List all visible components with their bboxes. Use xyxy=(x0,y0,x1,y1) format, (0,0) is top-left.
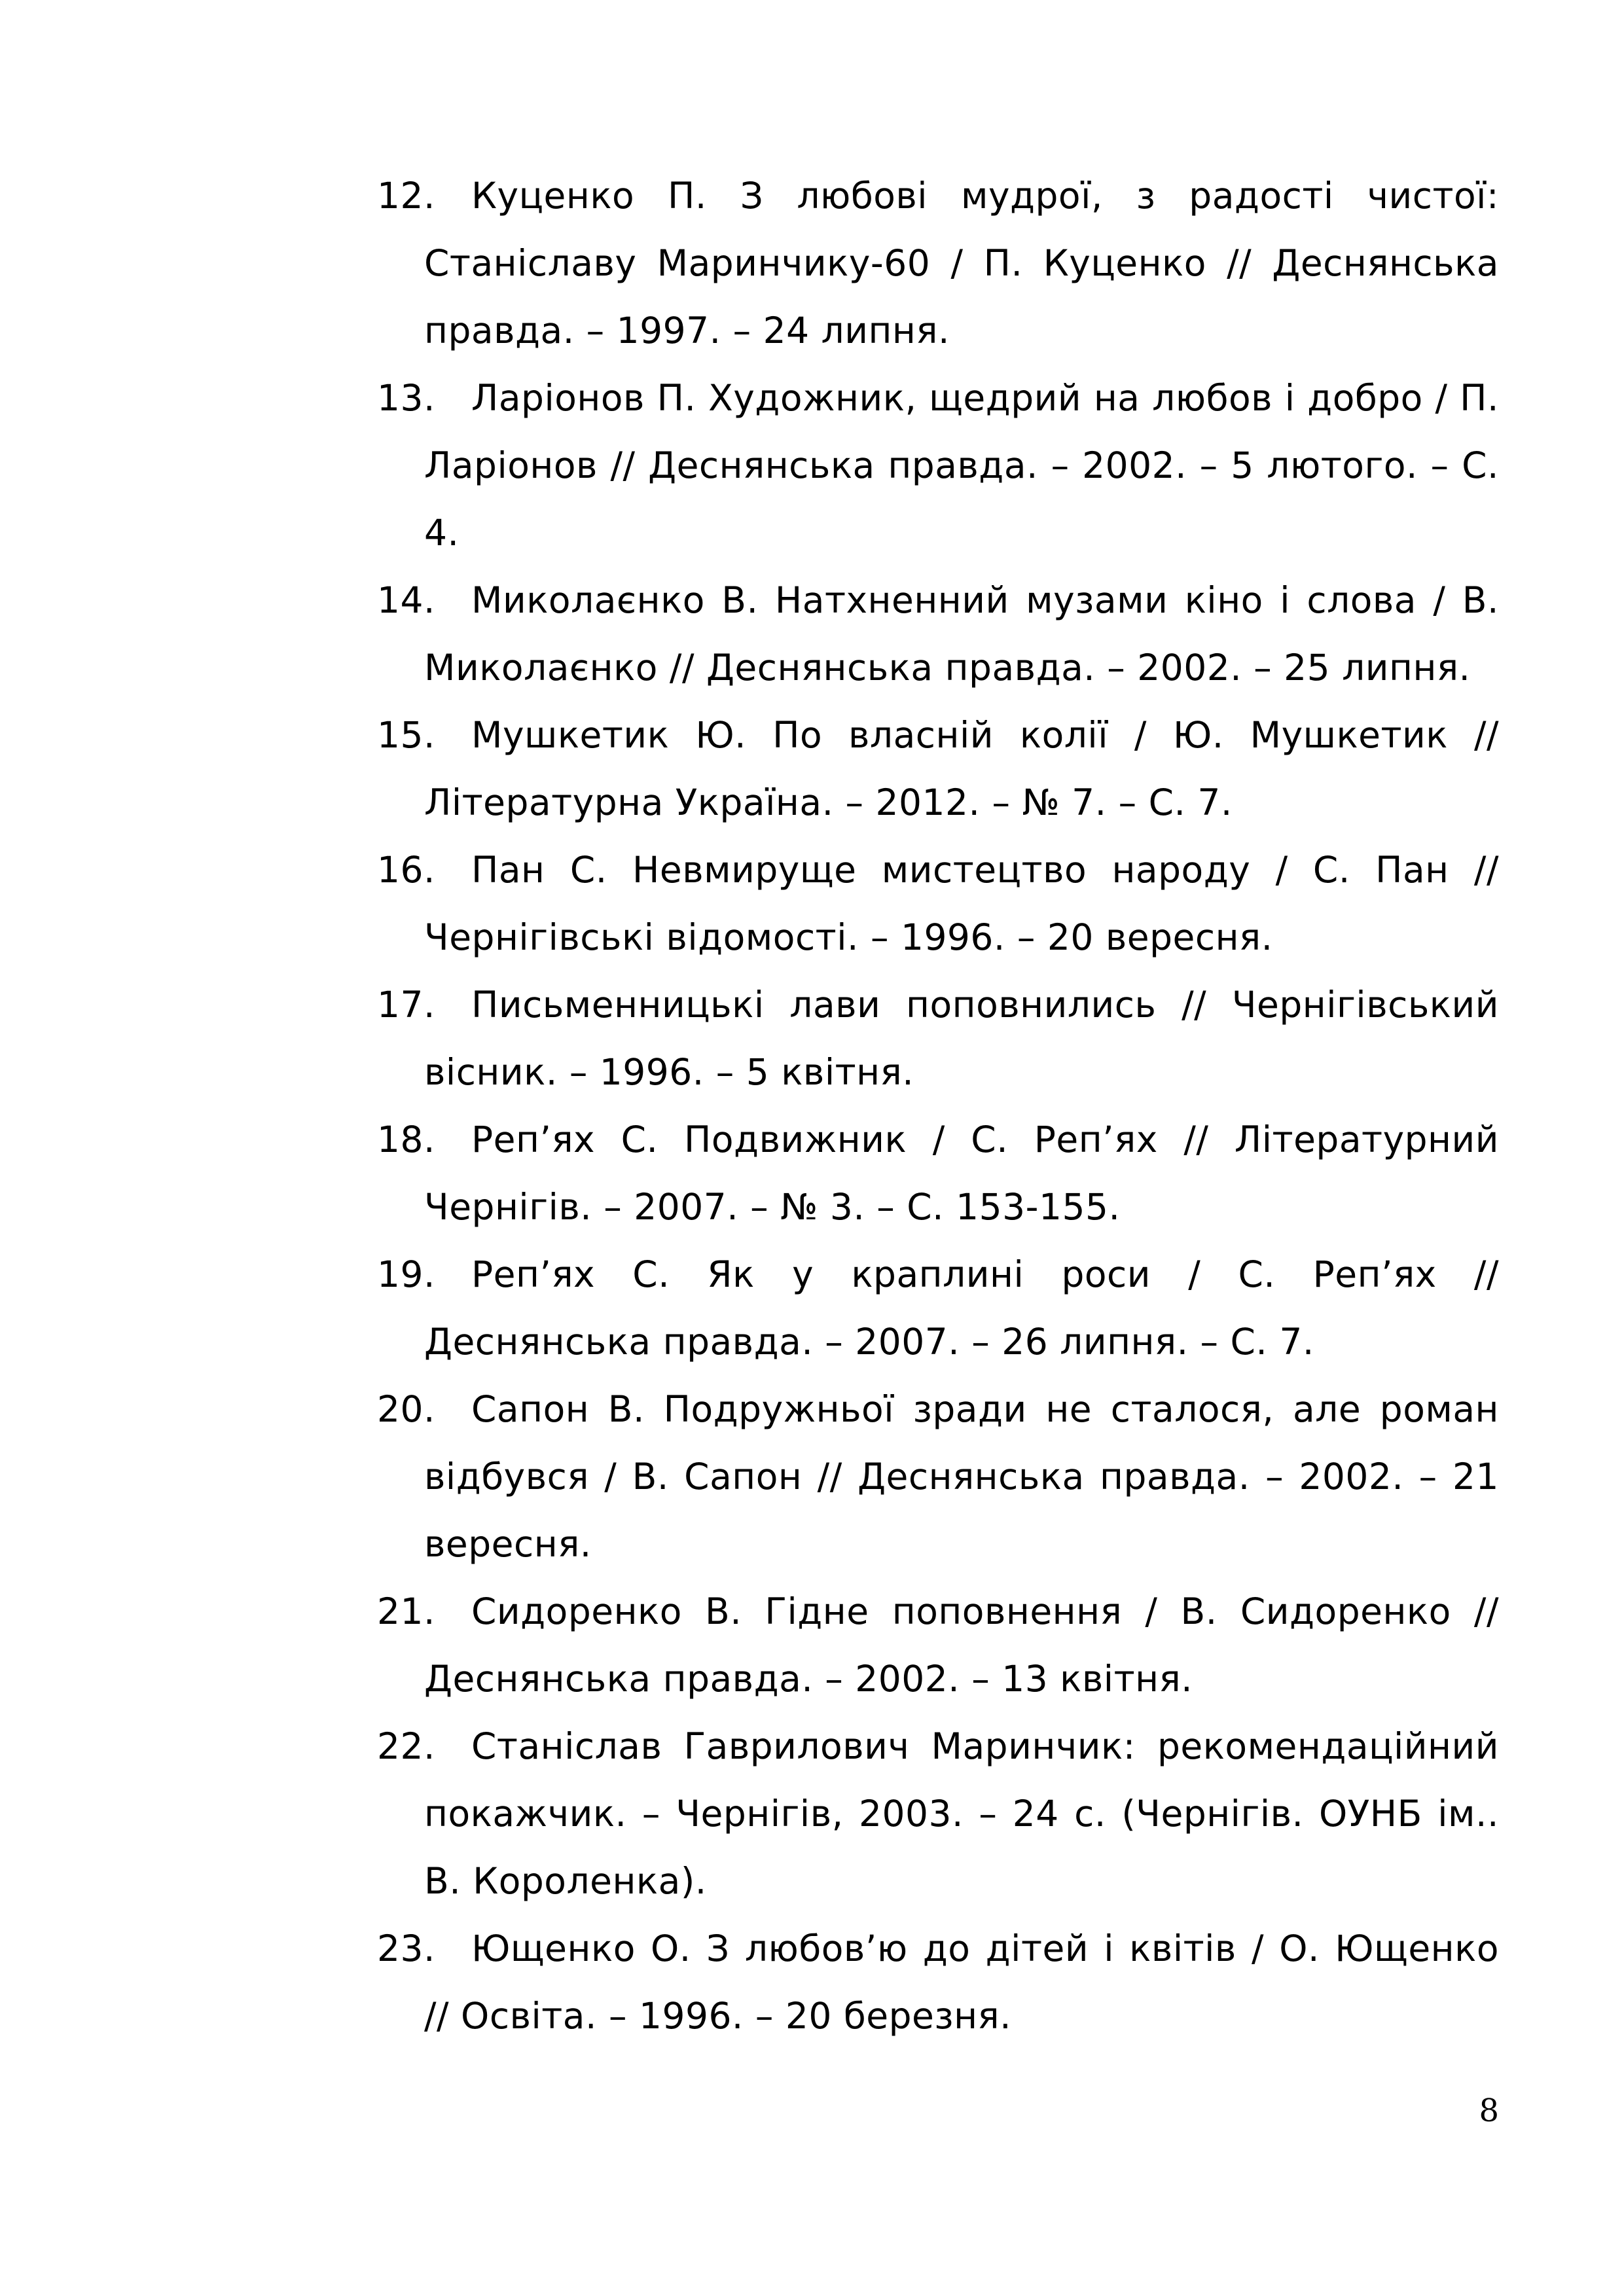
reference-number: 14. xyxy=(377,579,435,621)
reference-item xyxy=(377,1241,1499,1376)
reference-text: Пан С. Невмируще мистецтво народу / С. Пан // Чернігівські відомості. – 1996. – 20 вересня. xyxy=(424,849,1499,958)
reference-text: Реп’ях С. Як у краплині роси / С. Реп’ях // Деснянська правда. – 2007. – 26 липня. – С. 7. xyxy=(424,1253,1499,1363)
reference-text: Реп’ях С. Подвижник / С. Реп’ях // Літературний Чернігів. – 2007. – № 3. – С. 153-155. xyxy=(424,1119,1499,1228)
reference-list xyxy=(377,162,1499,2050)
reference-text: Сидоренко В. Гідне поповнення / В. Сидоренко // Деснянська правда. – 2002. – 13 квітня. xyxy=(424,1590,1499,1700)
reference-number: 23. xyxy=(377,1928,435,1969)
reference-item xyxy=(377,365,1499,567)
page-number: 8 xyxy=(1479,2092,1499,2129)
reference-number: 16. xyxy=(377,849,435,891)
reference-text: Ларіонов П. Художник, щедрий на любов і добро / П. Ларіонов // Деснянська правда. – 2002. – 5 лютого. – С. 4. xyxy=(424,377,1499,554)
reference-item xyxy=(377,1376,1499,1578)
reference-text: Письменницькі лави поповнились // Чернігівський вісник. – 1996. – 5 квітня. xyxy=(424,984,1499,1093)
reference-item xyxy=(377,162,1499,365)
reference-text: Миколаєнко В. Натхненний музами кіно і слова / В. Миколаєнко // Деснянська правда. – 2002. – 25 липня. xyxy=(424,579,1499,689)
reference-number: 13. xyxy=(377,377,435,419)
reference-text: Ющенко О. З любов’ю до дітей і квітів / О. Ющенко // Освіта. – 1996. – 20 березня. xyxy=(424,1928,1499,2037)
reference-number: 17. xyxy=(377,984,435,1026)
reference-item xyxy=(377,836,1499,971)
reference-item xyxy=(377,971,1499,1106)
reference-text: Мушкетик Ю. По власній колії / Ю. Мушкетик // Літературна Україна. – 2012. – № 7. – С. 7. xyxy=(424,714,1499,823)
reference-number: 21. xyxy=(377,1590,435,1632)
reference-number: 15. xyxy=(377,714,435,756)
reference-number: 12. xyxy=(377,175,435,217)
reference-item xyxy=(377,1106,1499,1241)
reference-item xyxy=(377,1713,1499,1915)
reference-text: Сапон В. Подружньої зради не сталося, але роман відбувся / В. Сапон // Деснянська правда. – 2002. – 21 вересня. xyxy=(424,1388,1499,1565)
reference-number: 19. xyxy=(377,1253,435,1295)
reference-item xyxy=(377,1578,1499,1713)
reference-text: Куценко П. З любові мудрої, з радості чистої: Станіславу Маринчику-60 / П. Куценко // Деснянська правда. – 1997. – 24 липня. xyxy=(424,175,1499,351)
reference-number: 22. xyxy=(377,1725,435,1767)
reference-text: Станіслав Гаврилович Маринчик: рекомендаційний покажчик. – Чернігів, 2003. – 24 с. (Чернігів. ОУНБ ім.. В. Короленка). xyxy=(424,1725,1499,1902)
reference-item xyxy=(377,702,1499,836)
reference-number: 18. xyxy=(377,1119,435,1160)
reference-item xyxy=(377,567,1499,702)
reference-number: 20. xyxy=(377,1388,435,1430)
reference-item xyxy=(377,1915,1499,2050)
